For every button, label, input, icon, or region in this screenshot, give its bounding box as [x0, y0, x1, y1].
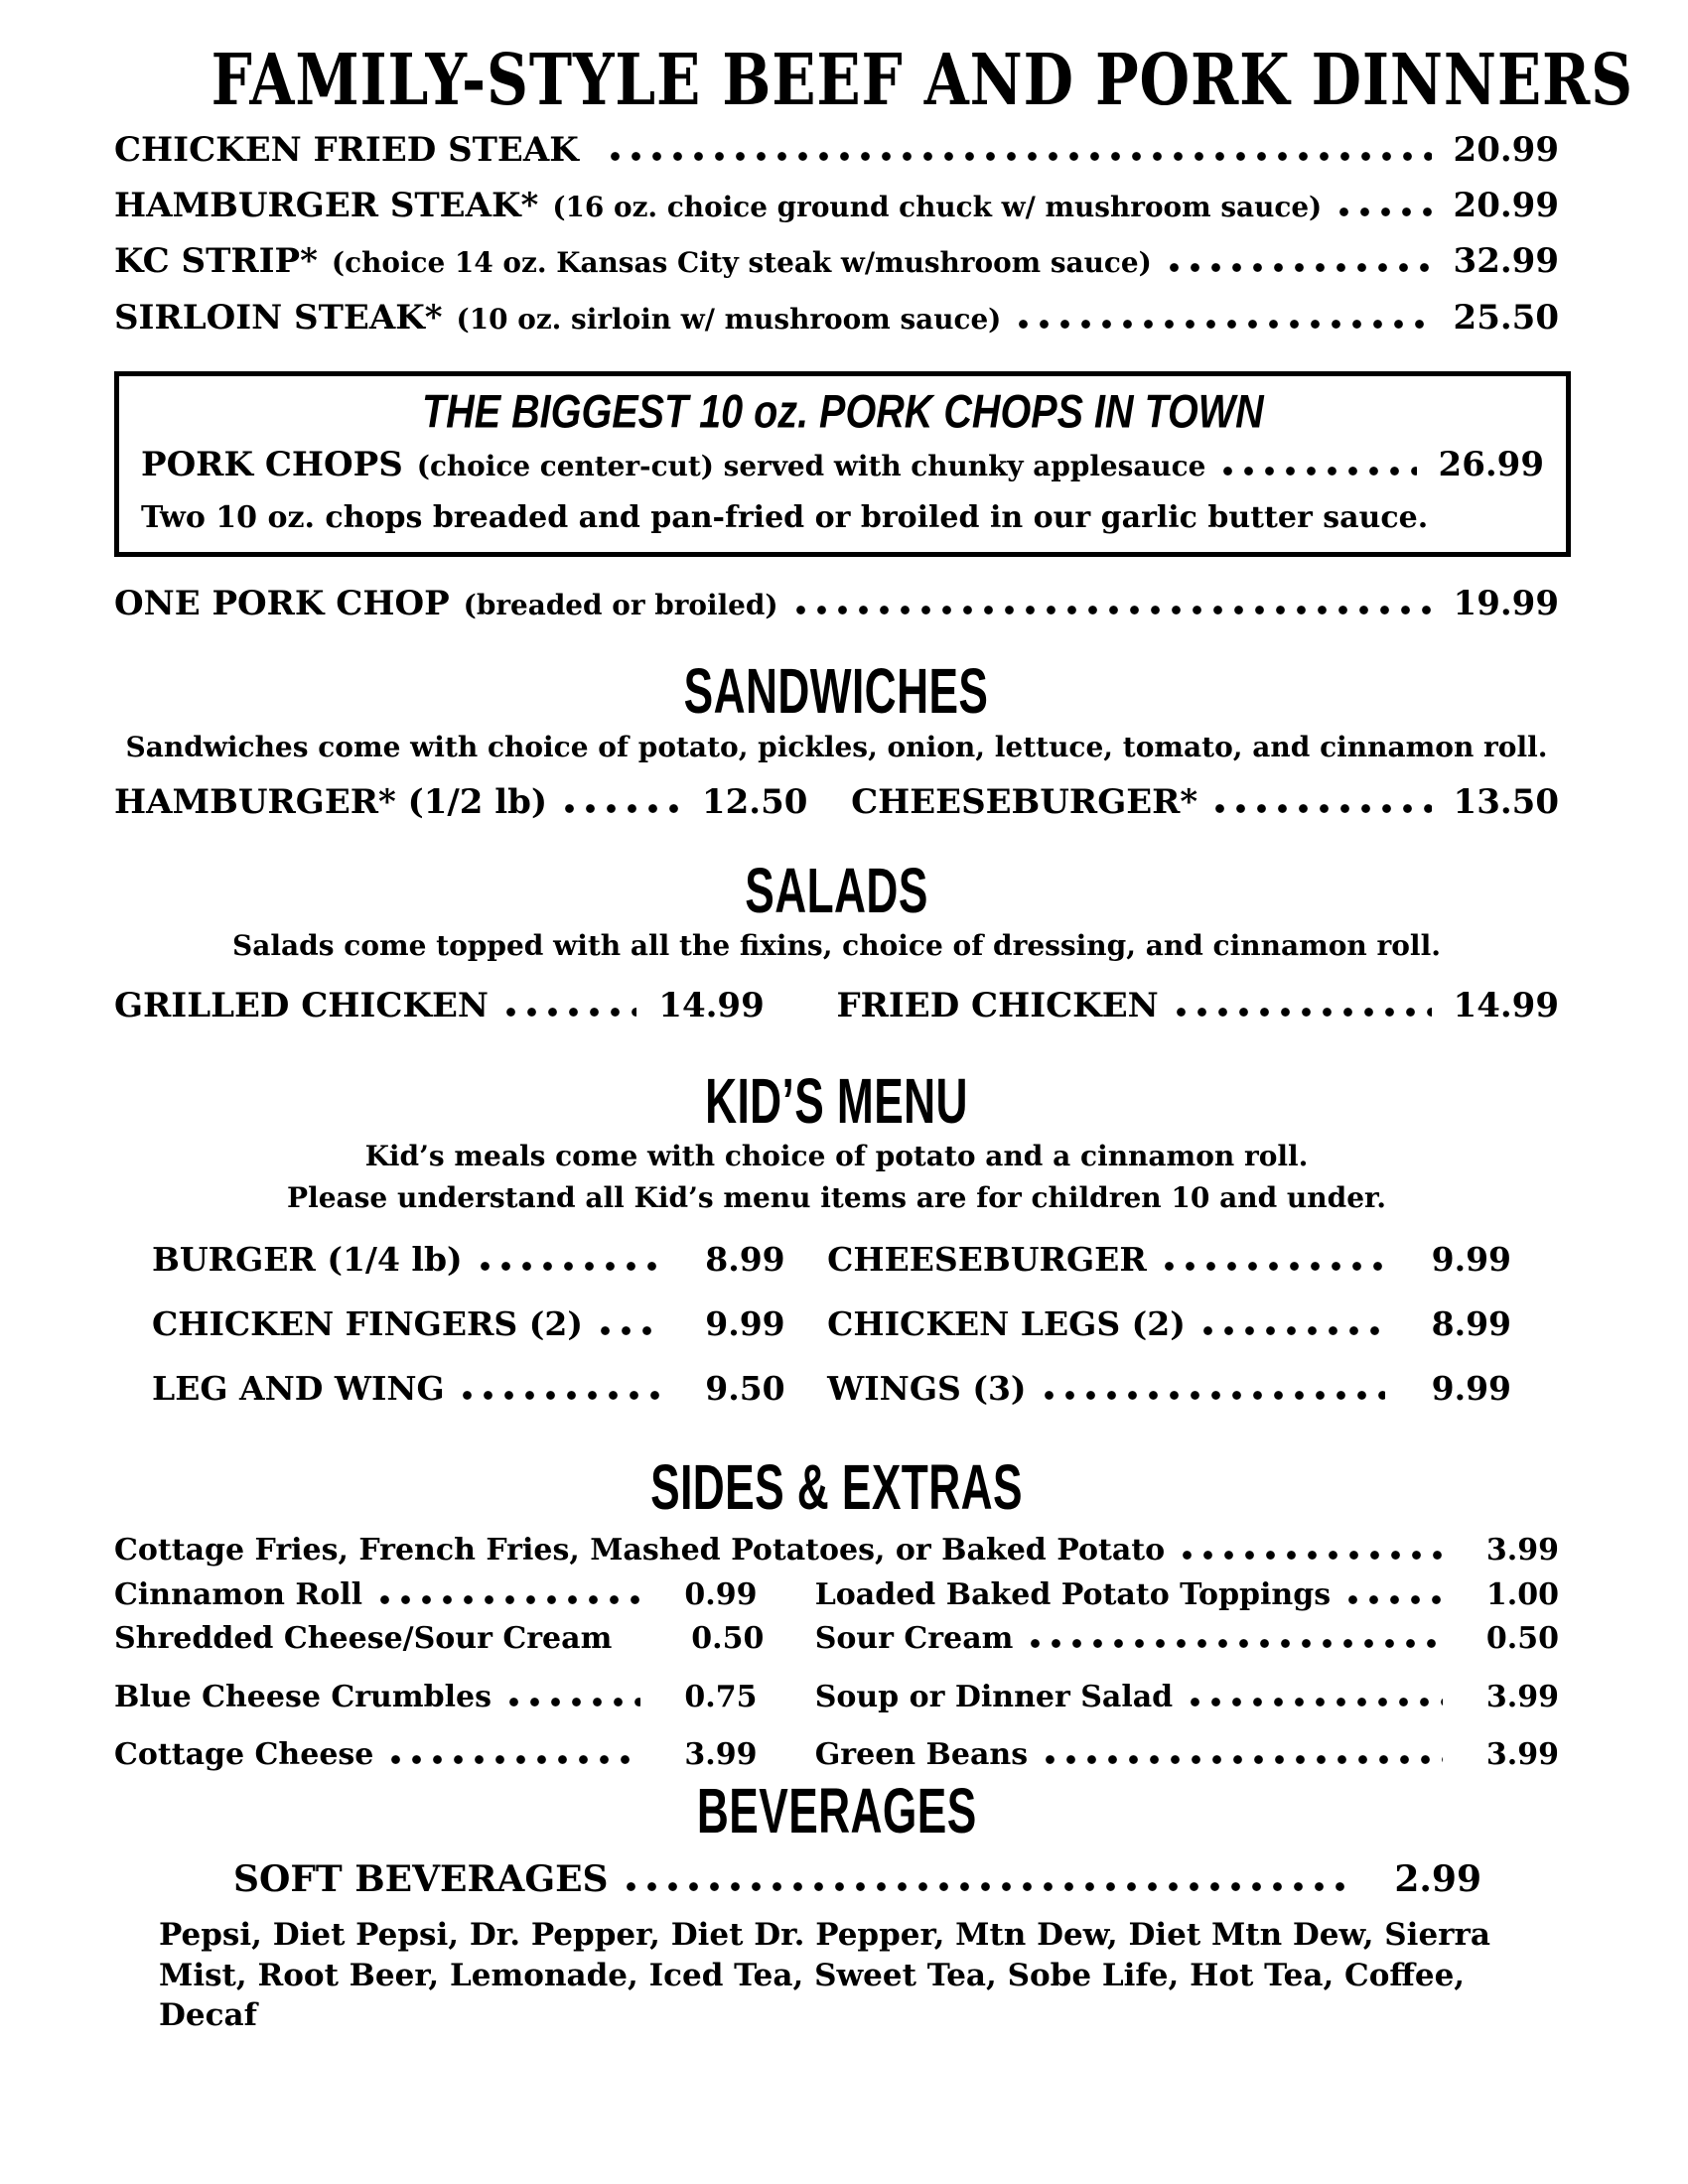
item-price: 9.50 — [705, 1369, 785, 1409]
item-price: 14.99 — [1453, 985, 1559, 1025]
item-price: 0.75 — [684, 1679, 758, 1714]
kids-subtitle-2: Please understand all Kid’s menu items are for children 10 and under. — [287, 1180, 1386, 1214]
section-title-text: BEVERAGES — [696, 1776, 977, 1847]
item-name: HAMBURGER STEAK* — [114, 186, 539, 226]
item-name: CHICKEN LEGS (2) — [827, 1304, 1186, 1344]
sides-row-2 — [114, 1622, 1559, 1657]
item-name: Loaded Baked Potato Toppings — [814, 1576, 1332, 1612]
item-description: (16 oz. choice ground chuck w/ mushroom sauce) — [552, 191, 1323, 224]
menu-item-hamburger-steak — [114, 187, 1559, 225]
main-title — [114, 37, 1633, 122]
item-price: 1.00 — [1485, 1576, 1559, 1612]
item-price: 3.99 — [684, 1737, 758, 1773]
menu-item-green-beans — [815, 1738, 1559, 1773]
item-price: 2.99 — [1394, 1858, 1481, 1901]
menu-item-sirloin-steak — [114, 299, 1559, 338]
dot-leader — [1039, 1391, 1385, 1400]
dot-leader — [503, 1698, 641, 1706]
kids-subtitle-1: Kid’s meals come with choice of potato and a cinnamon roll. — [364, 1140, 1309, 1172]
item-name: ONE PORK CHOP — [114, 584, 450, 624]
dot-leader — [374, 1595, 640, 1604]
item-name: CHICKEN FRIED STEAK — [114, 130, 579, 171]
item-name: LEG AND WING — [152, 1369, 445, 1409]
section-title-text: SANDWICHES — [684, 656, 989, 728]
dot-leader — [385, 1755, 640, 1764]
dot-leader — [1177, 1551, 1443, 1560]
menu-item-potatoes — [114, 1534, 1559, 1569]
beverage-list — [114, 1915, 1559, 2037]
dot-leader — [1185, 1698, 1443, 1706]
item-name: PORK CHOPS — [141, 445, 403, 485]
sides-row-1 — [114, 1578, 1559, 1613]
dot-leader — [595, 1326, 659, 1335]
item-description: (choice 14 oz. Kansas City steak w/mushroom sauce) — [331, 246, 1152, 280]
section-title-text: KID’S MENU — [705, 1066, 968, 1137]
item-price: 19.99 — [1453, 584, 1559, 624]
item-name: CHICKEN FINGERS (2) — [152, 1304, 583, 1344]
dot-leader — [1040, 1755, 1443, 1764]
menu-item-kids-cheeseburger — [827, 1241, 1559, 1279]
pork-box-headline-text: THE BIGGEST 10 oz. PORK CHOPS IN TOWN — [421, 384, 1264, 438]
main-title-text: FAMILY-STYLE BEEF AND PORK DINNERS — [211, 37, 1633, 122]
sandwiches-row — [114, 783, 1559, 822]
menu-item-soft-beverages — [114, 1859, 1559, 1900]
item-price: 0.50 — [691, 1621, 765, 1657]
menu-item-chicken-legs — [827, 1305, 1559, 1343]
item-name: Green Beans — [814, 1737, 1029, 1773]
item-name: KC STRIP* — [114, 241, 318, 282]
item-price: 32.99 — [1453, 241, 1559, 282]
item-price: 0.99 — [684, 1576, 758, 1612]
menu-item-loaded-toppings — [815, 1578, 1559, 1613]
item-name: CHEESEBURGER* — [851, 782, 1198, 823]
dot-leader — [1197, 1326, 1385, 1335]
section-title-text: SALADS — [745, 856, 928, 926]
item-description: (10 oz. sirloin w/ mushroom sauce) — [456, 302, 1002, 336]
menu-item-chicken-fried-steak — [114, 131, 1559, 170]
item-description: (choice center-cut) served with chunky applesauce — [416, 450, 1206, 483]
dot-leader — [1209, 804, 1431, 813]
section-title-text: SIDES & EXTRAS — [650, 1452, 1023, 1524]
kids-row-1 — [114, 1241, 1559, 1279]
item-name: SIRLOIN STEAK* — [114, 297, 443, 338]
salads-row — [114, 987, 1559, 1025]
menu-item-kc-strip — [114, 242, 1559, 281]
menu-item-cottage-cheese — [114, 1738, 757, 1773]
dot-leader — [457, 1391, 659, 1400]
item-price: 12.50 — [701, 782, 808, 823]
item-price: 26.99 — [1438, 445, 1544, 485]
sandwiches-subtitle: Sandwiches come with choice of potato, pickles, onion, lettuce, tomato, and cinnamon roll. — [125, 730, 1548, 763]
dot-leader — [559, 804, 680, 813]
menu-item-kids-burger — [152, 1241, 785, 1279]
kids-row-3 — [114, 1370, 1559, 1408]
dot-leader — [475, 1262, 659, 1271]
menu-item-sour-cream — [815, 1622, 1559, 1657]
salads-subtitle: Salads come topped with all the fixins, choice of dressing, and cinnamon roll. — [232, 928, 1441, 962]
item-price: 3.99 — [1485, 1737, 1559, 1773]
section-title-sides-extras — [114, 1452, 1559, 1524]
item-name: Cottage Fries, French Fries, Mashed Potatoes, or Baked Potato — [114, 1533, 1166, 1569]
section-title-salads — [114, 856, 1559, 926]
item-name: Shredded Cheese/Sour Cream — [114, 1621, 613, 1657]
item-price: 9.99 — [1431, 1240, 1511, 1280]
sides-extras-section — [114, 1452, 1559, 1773]
beverage-list-line-2: Mist, Root Beer, Lemonade, Iced Tea, Sweet Tea, Sobe Life, Hot Tea, Coffee, Decaf — [159, 1957, 1466, 2034]
item-price: 20.99 — [1453, 130, 1559, 171]
menu-item-shredded-cheese-sour-cream — [114, 1621, 765, 1657]
menu-item-pork-chops — [141, 446, 1544, 484]
item-name: HAMBURGER* (1/2 lb) — [114, 782, 548, 823]
item-name: CHEESEBURGER — [827, 1240, 1147, 1280]
item-price: 13.50 — [1453, 782, 1559, 823]
section-title-sandwiches — [114, 656, 1559, 728]
item-price: 9.99 — [1431, 1369, 1511, 1409]
dot-leader — [1342, 1595, 1443, 1604]
kids-menu-section — [114, 1066, 1559, 1409]
menu-item-leg-and-wing — [152, 1370, 785, 1408]
dot-leader — [1025, 1639, 1443, 1648]
dot-leader — [1164, 263, 1432, 272]
section-title-beverages — [114, 1776, 1559, 1847]
dot-leader — [1159, 1262, 1385, 1271]
item-price: 9.99 — [705, 1304, 785, 1344]
item-price: 8.99 — [705, 1240, 785, 1280]
item-name: SOFT BEVERAGES — [233, 1858, 609, 1901]
item-description: (breaded or broiled) — [463, 589, 778, 622]
item-price: 0.50 — [1485, 1621, 1559, 1657]
menu-item-blue-cheese-crumbles — [114, 1681, 757, 1715]
item-name: FRIED CHICKEN — [836, 985, 1159, 1025]
item-name: BURGER (1/4 lb) — [152, 1240, 463, 1280]
item-price: 8.99 — [1431, 1304, 1511, 1344]
item-price: 14.99 — [658, 985, 765, 1025]
dot-leader — [500, 1008, 636, 1017]
menu-item-cinnamon-roll — [114, 1578, 757, 1613]
sides-row-4 — [114, 1738, 1559, 1773]
section-title-kids-menu — [114, 1066, 1559, 1137]
item-name: GRILLED CHICKEN — [114, 985, 489, 1025]
item-price: 25.50 — [1453, 297, 1559, 338]
dot-leader — [1171, 1008, 1432, 1017]
item-name: WINGS (3) — [827, 1369, 1027, 1409]
spacer — [624, 1639, 647, 1648]
item-name: Cinnamon Roll — [114, 1576, 363, 1612]
item-name: Sour Cream — [814, 1621, 1014, 1657]
dot-leader — [1013, 320, 1431, 329]
dot-leader — [621, 1882, 1355, 1891]
item-name: Blue Cheese Crumbles — [114, 1679, 492, 1714]
pork-box-note: Two 10 oz. chops breaded and pan-fried or broiled in our garlic butter sauce. — [141, 500, 1429, 536]
dot-leader — [605, 152, 1432, 161]
item-price: 3.99 — [1485, 1679, 1559, 1714]
menu-item-fried-chicken — [837, 987, 1560, 1025]
dot-leader — [1217, 467, 1416, 476]
item-name: Cottage Cheese — [114, 1737, 374, 1773]
menu-item-one-pork-chop — [114, 585, 1559, 623]
item-name: Soup or Dinner Salad — [814, 1679, 1174, 1714]
sides-row-3 — [114, 1681, 1559, 1715]
pork-box-headline — [141, 386, 1544, 437]
pork-chops-box — [114, 371, 1571, 558]
item-price: 3.99 — [1485, 1533, 1559, 1569]
beef-pork-items — [114, 131, 1559, 337]
menu-item-wings — [827, 1370, 1559, 1408]
kids-row-2 — [114, 1305, 1559, 1343]
menu-item-hamburger — [114, 783, 807, 822]
dot-leader — [790, 606, 1432, 614]
menu-item-cheeseburger — [851, 783, 1559, 822]
menu-item-chicken-fingers — [152, 1305, 785, 1343]
menu-item-soup-or-dinner-salad — [815, 1681, 1559, 1715]
beverage-list-line-1: Pepsi, Diet Pepsi, Dr. Pepper, Diet Dr. Pepper, Mtn Dew, Diet Mtn Dew, Sierra — [159, 1916, 1490, 1953]
dot-leader — [1334, 207, 1431, 216]
item-price: 20.99 — [1453, 186, 1559, 226]
menu-item-grilled-chicken — [114, 987, 765, 1025]
